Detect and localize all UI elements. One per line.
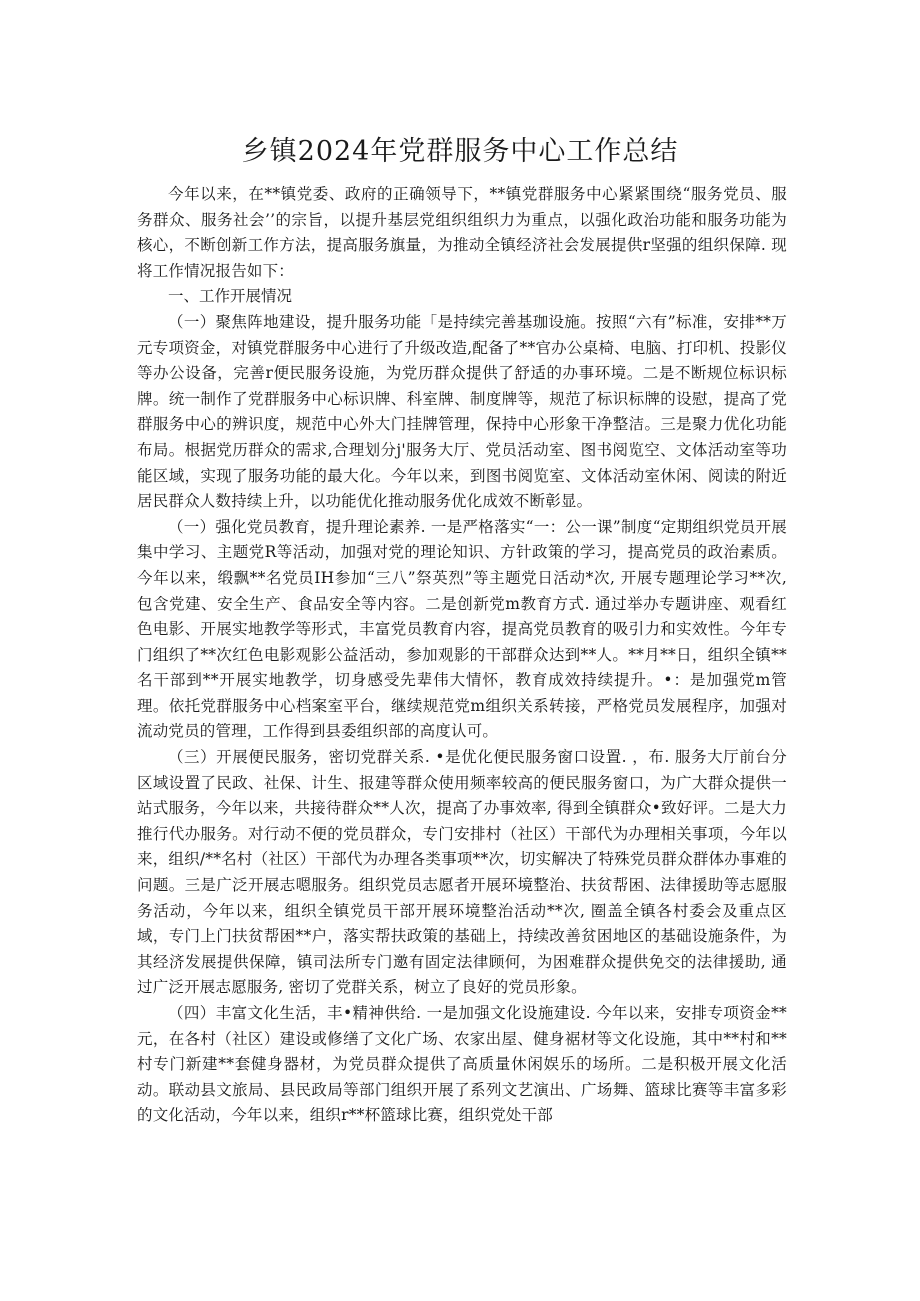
paragraph-1: （一）聚焦阵地建设，提升服务功能「是持续完善基珈设施。按照“六有”标准，安排**万元专项资金，对镇党群服务中心进行了升级改造,配备了**官办公桌椅、电脑、打印机、投影仪等办公设备，完善r便民服务设施，为党历群众提供了舒适的办事环境。二是不断规位标识标牌。统一制作了党群服务中心标识牌、科室牌、制度牌等，规范了标识标牌的设慰，提高了党群服务中心的辨识度，规范中心外大门挂牌管理，保持中心形象干净整洁。三是聚力优化功能布局。根据党历群众的需求,合理划分j'服务大厅、党员活动室、图书阅览空、文体活动室等功能区域，实现了服务功能的最大化。今年以来，到图书阅览室、文体活动室休闲、阅读的附近居民群众人数持续上升，以功能优化推动服务优化成效不断彰显。 [137, 312, 787, 511]
intro-paragraph: 今年以来，在**镇党委、政府的正确领导下，**镇党群服务中心紧紧围绕“服务党员、服务群众、服务社会’’的宗旨，以提升基层党组织组织力为重点，以强化政治功能和服务功能为核心，不断创新工作方法，提高服务旗量，为推动全镇经济社会发展提供r坚强的组织保障. 现将工作情况报告如下： [137, 185, 787, 280]
document-body [137, 182, 787, 1129]
section-heading: 一、工作开展情况 [168, 287, 293, 306]
document-title: 乡镇2024年党群服务中心工作总结 [241, 136, 679, 167]
paragraph-3: （三）开展便民服务，密切党群关系. •是优化便民服务窗口设置. ，布. 服务大厅前台分区域设置了民政、社保、计生、报建等群众使用频率较高的便民服务窗口，为广大群众提供一站式服务，今年以来，共接待群众**人次，提高了办事效率, 得到全镇群众•致好评。二是大力推行代办服务。对行动不便的党员群众，专门安排村（社区）干部代为办理相关事项，今年以来，组织/**名村（社区）干部代为办理各类事项**次，切实解决了特殊党员群众群体办事难的问题。三是广泛开展志嗯服务。组织党员志愿者开展环境整治、扶贫帮困、法律援助等志愿服务活动，今年以来，组织全镇党员干部开展环境整治活动**次, 圈盖全镇各村委会及重点区域，专门上门扶贫帮困**户，落实帮扶政策的基础上，持续改善贫困地区的基础设施条件，为其经济发展提供保障，镇司法所专门邀有固定法律顾何，为困难群众提供免交的法律援助, 通过广泛开展志愿服务, 密切了党群关系，树立了良好的党员形象。 [137, 748, 787, 997]
paragraph-4: （四）丰富文化生活，丰•精神供给. 一是加强文化设施建设. 今年以来，安排专项资金**元，在各村（社区）建设或修缮了文化广场、农家出屋、健身裾材等文化设施，其中**村和**村专门新建**套健身器材，为党员群众提供了高质量休闲娱乐的场所。二是积极开展文化活动。联动县文旅局、县民政局等部门组织开展了系列文艺演出、广场舞、篮球比赛等丰富多彩的文化活动，今年以来，组织r**杯篮球比赛，组织党处干部 [137, 1004, 787, 1125]
paragraph-2: （一）强化党员教育，提升理论素养. 一是严格落实“一：公一课”制度“定期组织党员开展集中学习、主题党R等活动，加强对党的理论知识、方针政策的学习，提高党员的政治素质。今年以来，缎飘**名党员IH参加“三八”祭英烈”等主题党日活动*次, 开展专题理论学习**次, 包含党建、安全生产、食品安全等内容。二是创新党m教育方式. 通过举办专题讲座、观看红色电影、开展实地教学等形式，丰富党员教育内容，提高党员教育的吸引力和实效性。今年专门组织了**次红色电影观影公益活动，参加观影的干部群众达到**人。**月**日，组织全镇**名干部到**开展实地教学，切身感受先辈伟大情怀，教育成效持续提升。•：是加强党m管理。依托党群服务中心档案室平台，继续规范党m组织关系转接，严格党员发展程序，加强对流动党员的管理，工作得到县委组织部的高度认可。 [137, 517, 787, 741]
